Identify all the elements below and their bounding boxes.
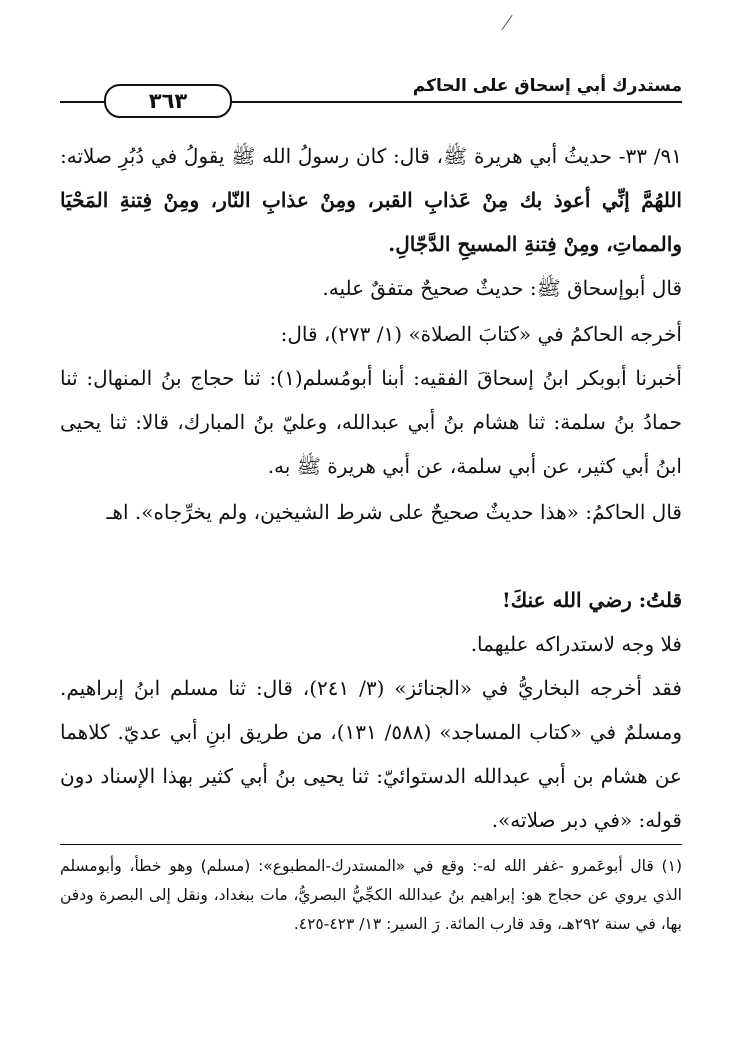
abu-ishaq-paragraph <box>60 266 682 310</box>
hadith-intro: ٩١/ ٣٣- حديثُ أبي هريرة ﷺ، قال: كان رسولُ الله ﷺ يقولُ في دُبُرِ صلاته: <box>60 144 682 168</box>
running-title: مستدرك أبي إسحاق على الحاكم <box>412 76 682 96</box>
isnad-paragraph <box>60 356 682 488</box>
pen-mark <box>501 15 512 30</box>
hakim-verdict: قال الحاكمُ: «هذا حديثٌ صحيحٌ على شرط الشيخين، ولم يخرِّجاه». اهـ <box>106 500 682 524</box>
hadith-text: اللهُمَّ إنِّي أعوذ بك مِنْ عَذابِ القبر، ومِنْ عذابِ النّار، ومِنْ فِتنةِ المَحْيَا والمماتِ، ومِنْ فِتنةِ المسيحِ الدَّجّالِ. <box>60 188 682 256</box>
no-reason-paragraph <box>60 622 682 666</box>
hadith-paragraph <box>60 134 682 266</box>
bukhari-muslim: فقد أخرجه البخاريُّ في «الجنائز» (٣/ ٢٤١)، قال: ثنا مسلم ابنُ إبراهيم. ومسلمٌ في «كتاب المساجد» (٥٨٨/ ١٣١)، من طريق ابنِ أبي عديّ. كلاهما عن هشام بن أبي عبدالله الدستوائيّ: ثنا يحيى بنُ أبي كثير بهذا الإسناد دون قوله: «في دبر صلاته». <box>60 676 682 832</box>
hakim-verdict-paragraph <box>60 490 682 534</box>
footnote-rule <box>60 844 682 845</box>
page-number: ٣٦٣ <box>104 84 232 118</box>
abu-ishaq: قال أبوإسحاق ﷺ: حديثٌ صحيحٌ متفقٌ عليه. <box>322 276 682 300</box>
no-reason: فلا وجه لاستدراكه عليهما. <box>470 632 682 656</box>
bukhari-muslim-paragraph <box>60 666 682 842</box>
takhrij: أخرجه الحاكمُ في «كتابَ الصلاة» (١/ ٢٧٣)، قال: <box>280 322 682 346</box>
takhrij-paragraph <box>60 312 682 356</box>
isnad: أخبرنا أبوبكر ابنُ إسحاقَ الفقيه: أبنا أبومُسلم(١): ثنا حجاج بنُ المنهال: ثنا حمادُ بنُ سلمة: ثنا هشام بنُ أبي عبدالله، وعليّ بنُ المبارك، قالا: ثنا يحيى ابنُ أبي كثير، عن أبي سلمة، عن أبي هريرة ﷺ به. <box>60 366 682 478</box>
footnotes <box>60 852 682 939</box>
page-header <box>60 74 682 113</box>
hadith-block <box>60 134 682 266</box>
footnote-1: (١) قال أبوعَمرو -غفر الله له-: وقع في «المستدرك-المطبوع»: (مسلم) وهو خطأ، وأبومسلم الذي يروي عن حجاج هو: إبراهيم بنُ عبدالله الكجِّيُّ البصريُّ، مات ببغداد، ونقل إلى البصرة ودفن بها، في سنة ٢٩٢هـ، وقد قارب المائة. رَ السير: ١٣/ ٤٢٣-٤٢٥. <box>60 857 682 933</box>
qultu-paragraph <box>60 578 682 622</box>
qultu: قلتُ: رضي الله عنكَ! <box>502 588 682 612</box>
